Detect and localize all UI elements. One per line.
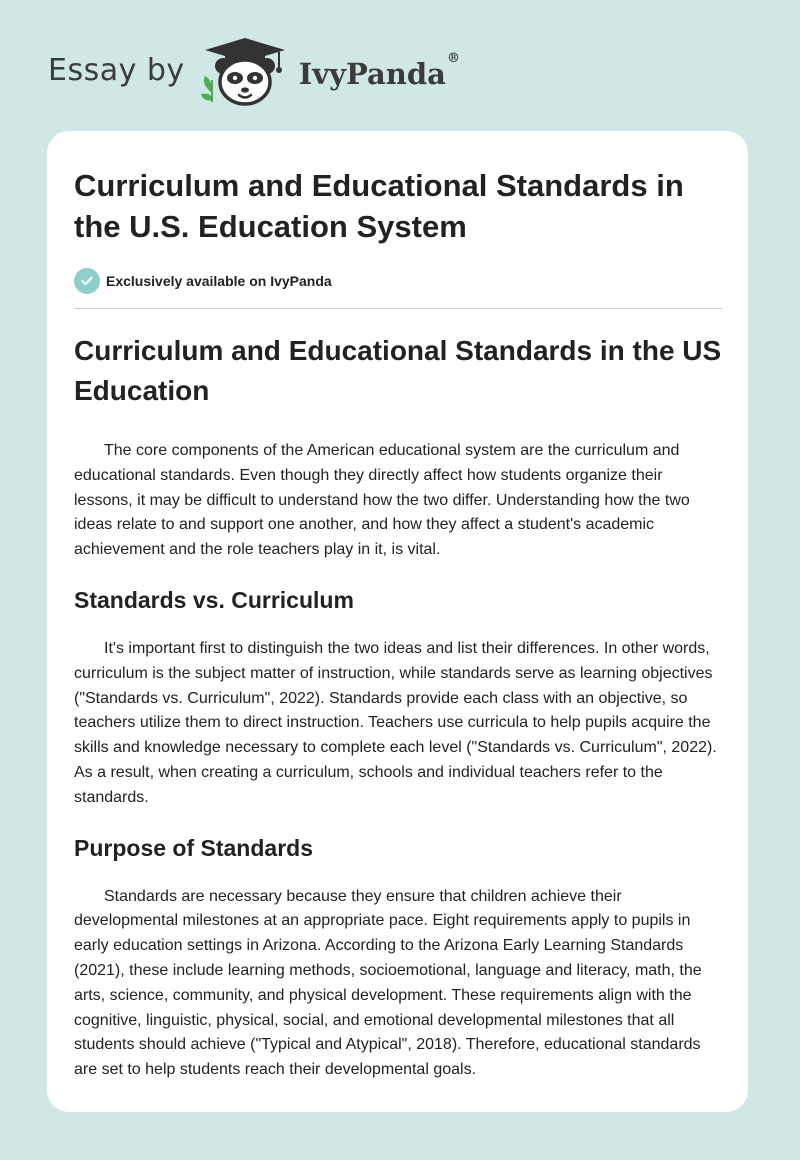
essay-heading: Curriculum and Educational Standards in the US Education (74, 335, 722, 406)
essay-card (47, 131, 748, 1112)
brand-name: IvyPanda® (298, 51, 460, 91)
check-circle-icon (74, 268, 100, 294)
section-heading-standards-vs-curriculum: Standards vs. Curriculum (74, 586, 354, 613)
divider (74, 308, 722, 309)
exclusive-badge (74, 267, 722, 295)
registered-mark: ® (446, 51, 460, 66)
brand-prefix: Essay by (48, 52, 185, 88)
panda-graduation-cap-icon (199, 36, 291, 108)
section-heading-purpose-of-standards: Purpose of Standards (74, 834, 313, 861)
section-paragraph-standards-vs-curriculum: It's important first to distinguish the two ideas and list their differences. In other words, curriculum is the subject matter of instruction, while standards serve as learning objectives ("Standards vs. Curriculum", 2022). Standards provide each class with an objective, so teachers utilize them to direct instruction. Teachers use curricula to help pupils acquire the skills and knowledge necessary to complete each level ("Standards vs. Curriculum", 2022). As a result, when creating a curriculum, schools and individual teachers refer to the standards. (74, 639, 717, 806)
exclusive-label: Exclusively available on IvyPanda (106, 273, 332, 289)
page-title: Curriculum and Educational Standards in the U.S. Education System (74, 168, 684, 244)
brand-header[interactable] (48, 36, 460, 108)
section-paragraph-purpose-of-standards: Standards are necessary because they ensure that children achieve their developmental milestones at an appropriate pace. Eight requirements apply to pupils in early education settings in Arizona. According to the Arizona Early Learning Standards (2021), these include learning methods, socioemotional, language and literacy, math, the arts, science, community, and physical development. These requirements align with the cognitive, linguistic, physical, social, and emotional developmental milestones that all students should achieve ("Typical and Atypical", 2018). Therefore, educational standards are set to help students reach their developmental goals. (74, 887, 702, 1079)
intro-paragraph: The core components of the American educational system are the curriculum and educational standards. Even though they directly affect how students organize their lessons, it may be difficult to understand how the two differ. Understanding how the two ideas relate to and support one another, and how they affect a student's academic achievement and the role teachers play in it, is vital. (74, 442, 690, 559)
